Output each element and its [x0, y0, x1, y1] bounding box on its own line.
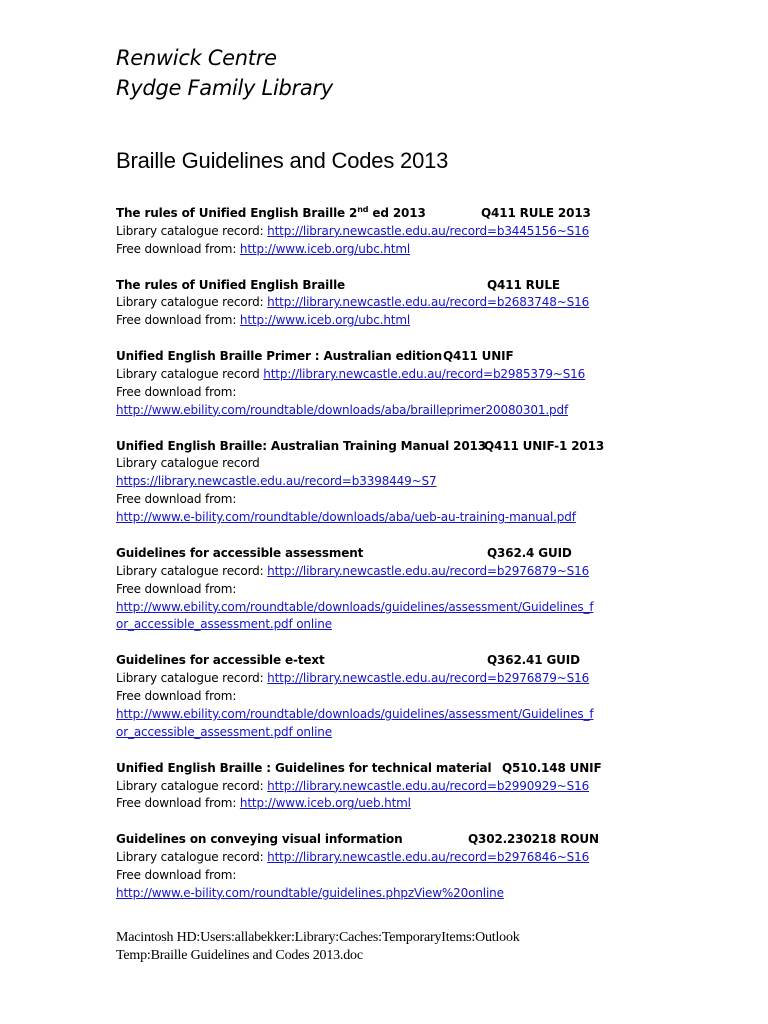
catalogue-record-label: Library catalogue record:	[116, 223, 268, 238]
entry-title	[116, 438, 756, 456]
catalogue-record-label: Library catalogue record	[116, 456, 260, 471]
entry-title-superscript: nd	[357, 205, 369, 214]
free-download-url-line	[116, 402, 756, 420]
call-number: Q411 RULE 2013	[481, 206, 591, 220]
catalogue-record-label: Library catalogue record:	[116, 671, 268, 686]
call-number: Q411 RULE	[487, 277, 560, 292]
catalogue-record-link[interactable]: http://library.newcastle.edu.au/record=b3445156~S16	[267, 223, 590, 238]
catalogue-record-link[interactable]: https://library.newcastle.edu.au/record=b3398449~S7	[116, 474, 437, 489]
catalogue-record-label: Library catalogue record:	[116, 295, 268, 310]
entry-title-text: The rules of Unified English Braille 2	[116, 206, 358, 220]
free-download-link-continued[interactable]: or_accessible_assessment.pdf online	[116, 617, 332, 632]
free-download-link[interactable]: http://www.ebility.com/roundtable/downloads/aba/brailleprimer20080301.pdf	[116, 402, 569, 417]
free-download-link[interactable]: http://www.iceb.org/ueb.html	[239, 796, 411, 811]
entry-ueb-training-manual	[116, 438, 756, 527]
catalogue-record-line	[116, 563, 756, 581]
org-name-line1: Renwick Centre	[116, 46, 277, 70]
free-download-link[interactable]: http://www.iceb.org/ubc.html	[239, 313, 411, 328]
org-name-line2: Rydge Family Library	[116, 76, 333, 100]
free-download-line	[116, 241, 756, 259]
entry-visual-information	[116, 831, 756, 903]
entry-title	[116, 760, 756, 778]
entry-title-text: Unified English Braille : Guidelines for technical material	[116, 760, 492, 775]
entry-title-text: Unified English Braille: Australian Training Manual 2013	[116, 438, 486, 453]
entry-accessible-assessment	[116, 545, 756, 634]
free-download-link[interactable]: http://www.iceb.org/ubc.html	[239, 241, 411, 256]
free-download-url-line-2	[116, 724, 756, 742]
free-download-line	[116, 312, 756, 330]
catalogue-record-link[interactable]: http://library.newcastle.edu.au/record=b2976846~S16	[267, 850, 590, 865]
document-title: Braille Guidelines and Codes 2013	[116, 148, 449, 173]
free-download-label: Free download from:	[116, 581, 237, 596]
free-download-url-line	[116, 509, 756, 527]
free-download-label: Free download from:	[116, 689, 237, 704]
file-path-footer	[116, 929, 520, 965]
call-number: Q362.4 GUID	[487, 545, 572, 560]
free-download-link[interactable]: http://www.e-bility.com/roundtable/guidelines.phpzView%20online	[116, 885, 504, 900]
entry-list	[116, 205, 756, 921]
free-download-link[interactable]: http://www.ebility.com/roundtable/downloads/guidelines/assessment/Guidelines_f	[116, 599, 594, 614]
entry-title	[116, 277, 756, 295]
catalogue-record-label: Library catalogue record:	[116, 778, 268, 793]
entry-ueb-primer	[116, 348, 756, 420]
catalogue-record-label: Library catalogue record	[116, 367, 264, 382]
entry-title-tail: ed 2013	[368, 206, 426, 220]
free-download-url-line	[116, 885, 756, 903]
free-download-label: Free download from:	[116, 867, 237, 882]
free-download-line	[116, 795, 756, 813]
entry-title-text: Guidelines on conveying visual information	[116, 832, 403, 847]
entry-title-text: Guidelines for accessible e-text	[116, 653, 325, 668]
entry-title-text: Guidelines for accessible assessment	[116, 545, 364, 560]
catalogue-record-link[interactable]: http://library.newcastle.edu.au/record=b2990929~S16	[267, 778, 590, 793]
catalogue-record-link[interactable]: http://library.newcastle.edu.au/record=b2985379~S16	[263, 367, 586, 382]
entry-title	[116, 205, 756, 223]
catalogue-record-line	[116, 294, 756, 312]
free-download-label: Free download from:	[116, 313, 240, 328]
free-download-label: Free download from:	[116, 492, 237, 507]
entry-title	[116, 652, 756, 670]
catalogue-record-line	[116, 670, 756, 688]
call-number: Q362.41 GUID	[487, 653, 580, 668]
entry-title	[116, 545, 756, 563]
entry-technical-material	[116, 760, 756, 814]
file-path-line2: Temp:Braille Guidelines and Codes 2013.doc	[116, 948, 363, 963]
entry-accessible-etext	[116, 652, 756, 741]
free-download-link-continued[interactable]: or_accessible_assessment.pdf online	[116, 724, 332, 739]
free-download-url-line-1	[116, 706, 756, 724]
entry-title-text: Unified English Braille Primer : Australian edition	[116, 349, 443, 364]
entry-title	[116, 831, 756, 849]
catalogue-record-label: Library catalogue record:	[116, 850, 268, 865]
free-download-link[interactable]: http://www.ebility.com/roundtable/downloads/guidelines/assessment/Guidelines_f	[116, 706, 594, 721]
call-number: Q302.230218 ROUN	[468, 832, 599, 847]
entry-ueb-rules	[116, 277, 756, 331]
catalogue-record-link[interactable]: http://library.newcastle.edu.au/record=b2683748~S16	[267, 295, 590, 310]
catalogue-record-link[interactable]: http://library.newcastle.edu.au/record=b2976879~S16	[267, 563, 590, 578]
entry-title-text: The rules of Unified English Braille	[116, 277, 346, 292]
catalogue-record-label: Library catalogue record:	[116, 563, 268, 578]
catalogue-record-line	[116, 849, 756, 867]
call-number: Q411 UNIF	[443, 349, 514, 364]
catalogue-record-url-line	[116, 473, 756, 491]
free-download-label: Free download from:	[116, 384, 237, 399]
catalogue-record-line	[116, 366, 756, 384]
file-path-line1: Macintosh HD:Users:allabekker:Library:Caches:TemporaryItems:Outlook	[116, 930, 520, 945]
entry-ueb-rules-2nd-ed	[116, 205, 756, 259]
entry-title	[116, 348, 756, 366]
free-download-url-line-1	[116, 599, 756, 617]
catalogue-record-line	[116, 778, 756, 796]
catalogue-record-link[interactable]: http://library.newcastle.edu.au/record=b2976879~S16	[267, 671, 590, 686]
free-download-label: Free download from:	[116, 796, 240, 811]
call-number: Q411 UNIF-1 2013	[484, 438, 605, 453]
free-download-url-line-2	[116, 616, 756, 634]
free-download-link[interactable]: http://www.e-bility.com/roundtable/downloads/aba/ueb-au-training-manual.pdf	[116, 510, 576, 525]
call-number: Q510.148 UNIF	[502, 760, 602, 775]
free-download-label: Free download from:	[116, 241, 240, 256]
catalogue-record-line	[116, 223, 756, 241]
